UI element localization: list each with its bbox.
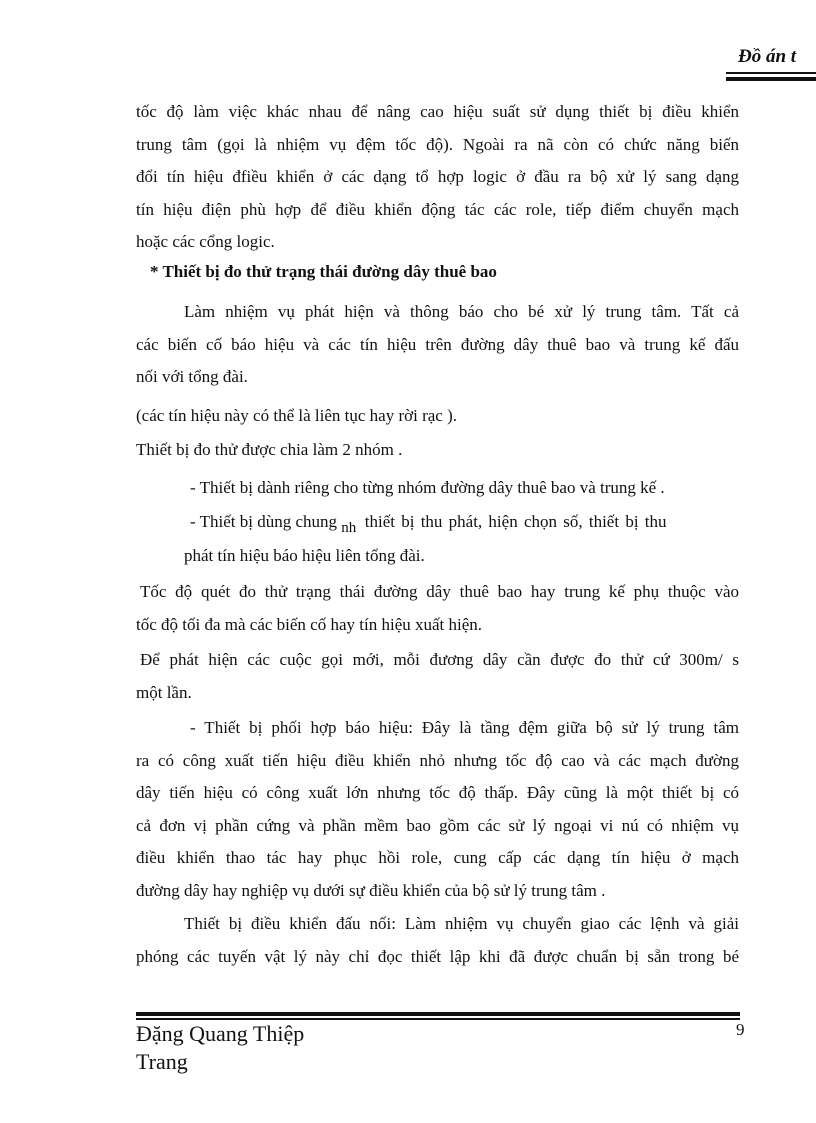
text-line: Để phát hiện các cuộc gọi mới, mỗi đương dây cần được đo thử cứ 300m/ s xyxy=(140,650,739,669)
text-line: Làm nhiệm vụ phát hiện và thông báo cho bé xử lý trung tâm. Tất cả xyxy=(184,302,739,321)
text-line: nối với tổng đài. xyxy=(136,367,248,386)
text-run: thiết bị thu phát, hiện chọn số, thiết bị thu xyxy=(364,512,667,531)
header-title: Đồ án t xyxy=(738,46,797,67)
text-line: tốc độ tối đa mà các biến cố hay tín hiệu xuất hiện. xyxy=(136,614,483,634)
footer-author xyxy=(136,1020,304,1076)
paragraph-5 xyxy=(136,472,739,505)
text-line: Tốc độ quét đo thử trạng thái đường dây thuê bao hay trung kế phụ thuộc vào xyxy=(140,582,739,601)
text-line: hoặc các cổng logic. xyxy=(136,232,275,251)
author-name: Đặng Quang Thiệp xyxy=(136,1021,305,1046)
paragraph-10 xyxy=(136,908,739,973)
paragraph-7 xyxy=(136,576,739,641)
text-line: ra có công xuất tiến hiệu điều khiển nhỏ nhưng tốc độ cao và các mạch đường xyxy=(136,750,739,770)
text-line: Thiết bị điều khiển đấu nối: Làm nhiệm vụ chuyển giao các lệnh và giải xyxy=(184,914,739,933)
text-line: đường dây hay nghiệp vụ dưới sự điều khiển của bộ sử lý trung tâm . xyxy=(136,880,606,900)
footer-rule-thick xyxy=(136,1012,740,1016)
text-line: - Thiết bị phối hợp báo hiệu: Đây là tầng đệm giữa bộ sử lý trung tâm xyxy=(190,718,739,737)
text-line: Thiết bị đo thử được chia làm 2 nhóm . xyxy=(136,440,403,459)
paragraph-8 xyxy=(136,644,739,709)
text-line: trung tâm (gọi là nhiệm vụ đệm tốc độ). Ngoài ra nã còn có chức năng biến xyxy=(136,134,739,154)
header-rule xyxy=(726,72,816,74)
text-line: một lần. xyxy=(136,682,192,702)
paragraph-4 xyxy=(136,434,739,467)
text-line: (các tín hiệu này có thể là liên tục hay rời rạc ). xyxy=(136,406,457,425)
section-heading: * Thiết bị đo thử trạng thái đường dây thuê bao xyxy=(150,262,497,281)
text-line: các biến cố báo hiệu và các tín hiệu trên đường dây thuê bao và trung kế đấu xyxy=(136,334,739,354)
text-line xyxy=(136,506,739,540)
paragraph-1 xyxy=(136,96,739,259)
text-line: tín hiệu điện phù hợp để điều khiển động tác các role, tiếp điểm chuyển mạch xyxy=(136,199,739,219)
text-line: - Thiết bị dành riêng cho từng nhóm đường dây thuê bao và trung kế . xyxy=(190,478,665,497)
paragraph-3 xyxy=(136,400,739,433)
paragraph-9 xyxy=(136,712,739,907)
text-line: đổi tín hiệu đfiều khiển ở các dạng tổ hợp logic ở đầu ra bộ xử lý sang dạng xyxy=(136,167,739,186)
text-line: tốc độ làm việc khác nhau để nâng cao hiệu suất sử dụng thiết bị điều khiển xyxy=(136,102,739,121)
text-line: cả đơn vị phần cứng và phần mềm bao gồm các sử lý ngoại vi nú có nhiệm vụ xyxy=(136,815,739,835)
text-line: phát tín hiệu báo hiệu liên tổng đài. xyxy=(184,545,425,565)
text-line: điều khiển thao tác hay phục hồi role, cung cấp các dạng tín hiệu ở mạch xyxy=(136,848,739,867)
paragraph-6 xyxy=(136,506,739,572)
header-rule-thick xyxy=(726,77,816,81)
page-number: 9 xyxy=(736,1020,745,1039)
text-line: dây tiến hiệu có công xuất lớn nhưng tốc độ thấp. Đây cũng là một thiết bị có xyxy=(136,783,739,802)
text-line: phóng các tuyến vật lý này chỉ đọc thiết lập khi đã được chuẩn bị sẵn trong bé xyxy=(136,946,739,966)
paragraph-2 xyxy=(136,296,739,394)
text-run: nh xyxy=(341,520,357,536)
text-run: - Thiết bị dùng chung xyxy=(190,512,337,531)
page-label: Trang xyxy=(136,1049,188,1074)
